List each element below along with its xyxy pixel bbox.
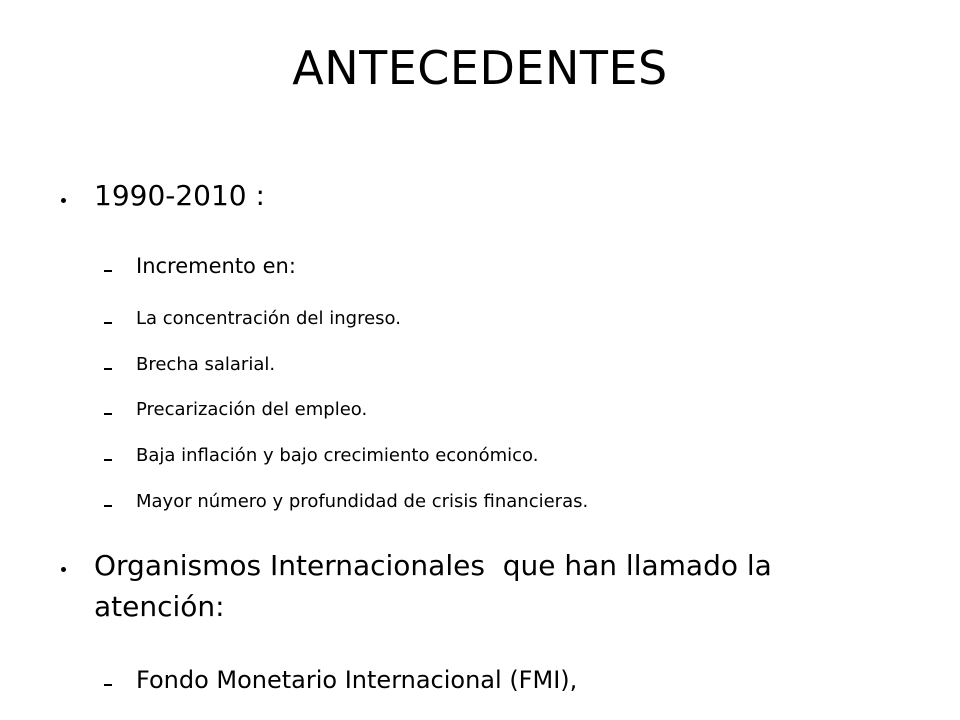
dash-marker bbox=[104, 459, 112, 461]
bullet-text: 1990-2010 : bbox=[94, 179, 265, 212]
subitem-text: Brecha salarial. bbox=[136, 354, 276, 375]
dash-marker bbox=[104, 322, 112, 324]
dash-marker bbox=[104, 368, 112, 370]
dash-marker bbox=[104, 684, 112, 686]
subitem-text: Incremento en: bbox=[136, 254, 296, 278]
dash-marker bbox=[104, 505, 112, 507]
subitem-text: Mayor número y profundidad de crisis financieras. bbox=[136, 491, 589, 512]
subitem-text: Precarización del empleo. bbox=[136, 399, 368, 420]
dash-marker bbox=[104, 270, 112, 272]
subitem-text: La concentración del ingreso. bbox=[136, 308, 401, 329]
slide-title: ANTECEDENTES bbox=[292, 41, 668, 95]
bullet-dot bbox=[61, 198, 66, 203]
subitem-text: Fondo Monetario Internacional (FMI), bbox=[136, 666, 578, 694]
dash-marker bbox=[104, 413, 112, 415]
subitem-text: Baja inflación y bajo crecimiento económico. bbox=[136, 445, 539, 466]
bullet-dot bbox=[61, 567, 66, 572]
bullet-text: Organismos Internacionales que han llamado la atención: bbox=[94, 549, 781, 623]
